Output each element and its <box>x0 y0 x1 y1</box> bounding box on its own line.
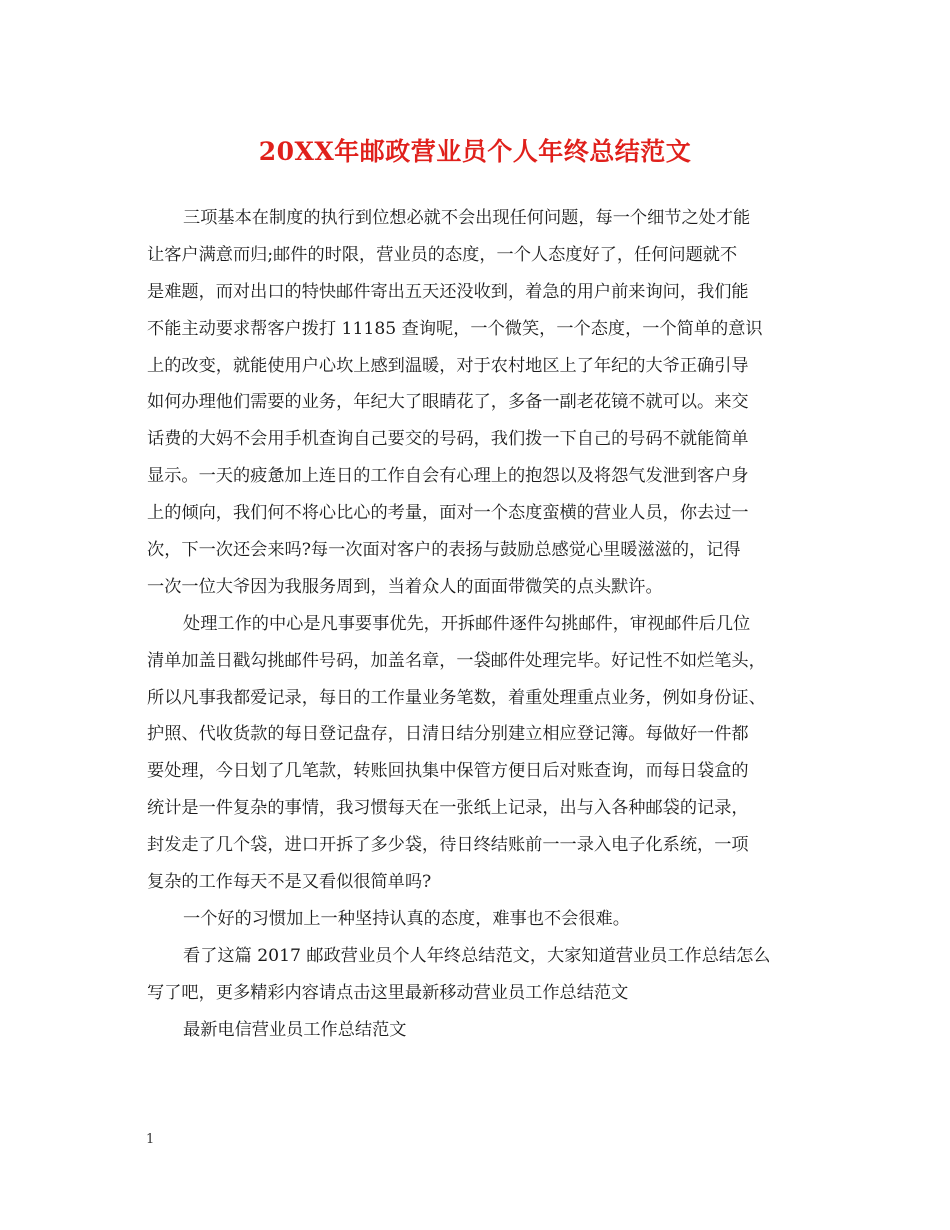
body-line: 一个好的习惯加上一种坚持认真的态度，难事也不会很难。 <box>183 908 630 929</box>
body-line: 不能主动要求帮客户拨打 11185 查询呢，一个微笑，一个态度，一个简单的意识 <box>147 318 763 339</box>
body-line: 一次一位大爷因为我服务周到，当着众人的面面带微笑的点头默许。 <box>147 576 663 597</box>
body-line: 处理工作的中心是凡事要事优先，开拆邮件逐件勾挑邮件，审视邮件后几位 <box>183 613 751 634</box>
body-line: 上的改变，就能使用户心坎上感到温暖，对于农村地区上了年纪的大爷正确引导 <box>147 355 749 376</box>
body-line: 是难题，而对出口的特快邮件寄出五天还没收到，着急的用户前来询问，我们能 <box>147 281 749 302</box>
body-line: 次，下一次还会来吗?每一次面对客户的表扬与鼓励总感觉心里暖滋滋的，记得 <box>147 540 741 561</box>
body-line: 显示。一天的疲惫加上连日的工作自会有心理上的抱怨以及将怨气发泄到客户身 <box>147 466 749 487</box>
body-line: 如何办理他们需要的业务，年纪大了眼睛花了，多备一副老花镜不就可以。来交 <box>147 392 749 413</box>
body-line: 最新电信营业员工作总结范文 <box>183 1019 407 1040</box>
document-body <box>147 200 803 1048</box>
body-line: 要处理，今日划了几笔款，转账回执集中保管方便日后对账查询，而每日袋盒的 <box>147 761 749 782</box>
body-line: 所以凡事我都爱记录，每日的工作量业务笔数，着重处理重点业务，例如身份证、 <box>147 687 766 708</box>
page-title: 20XX年邮政营业员个人年终总结范文 <box>258 137 692 166</box>
body-line: 让客户满意而归;邮件的时限，营业员的态度，一个人态度好了，任何问题就不 <box>147 244 738 265</box>
body-line: 写了吧，更多精彩内容请点击这里最新移动营业员工作总结范文 <box>147 982 629 1003</box>
body-line: 话费的大妈不会用手机查询自己要交的号码，我们拨一下自己的号码不就能简单 <box>147 429 749 450</box>
body-line: 统计是一件复杂的事情，我习惯每天在一张纸上记录，出与入各种邮袋的记录， <box>147 798 749 819</box>
body-line: 清单加盖日戳勾挑邮件号码，加盖名章，一袋邮件处理完毕。好记性不如烂笔头， <box>147 650 766 671</box>
body-line: 复杂的工作每天不是又看似很简单吗? <box>147 872 432 893</box>
page-number: 1 <box>146 1132 155 1147</box>
body-line: 看了这篇 2017 邮政营业员个人年终总结范文，大家知道营业员工作总结怎么 <box>183 945 771 966</box>
body-line: 上的倾向，我们何不将心比心的考量，面对一个态度蛮横的营业人员，你去过一 <box>147 503 749 524</box>
body-line: 三项基本在制度的执行到位想必就不会出现任何问题，每一个细节之处才能 <box>183 208 751 228</box>
body-line: 护照、代收货款的每日登记盘存，日清日结分别建立相应登记簿。每做好一件都 <box>147 724 749 745</box>
body-line: 封发走了几个袋，进口开拆了多少袋，待日终结账前一一录入电子化系统，一项 <box>147 835 749 856</box>
